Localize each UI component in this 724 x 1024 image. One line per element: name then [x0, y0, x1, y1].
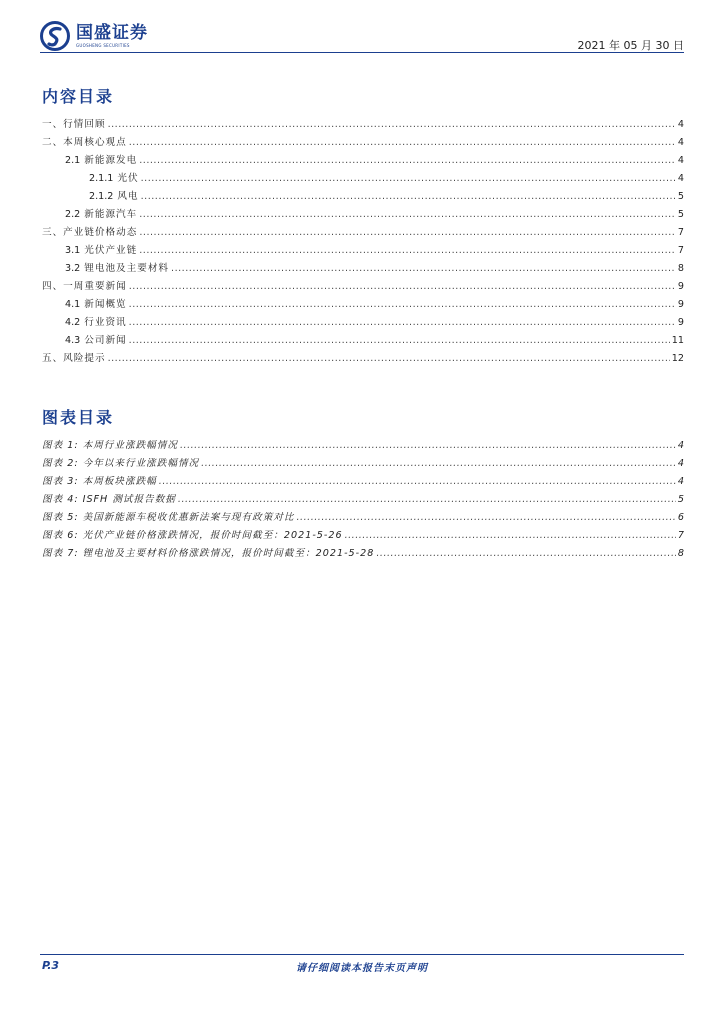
toc-entry-number: 4.2 — [65, 317, 81, 328]
figure-entry[interactable] — [42, 473, 684, 491]
guosheng-logo-icon — [40, 21, 70, 51]
dot-leader — [345, 530, 676, 541]
toc-entry-page: 9 — [677, 317, 684, 328]
figures-title: 图表目录 — [42, 408, 115, 427]
toc-entry-page: 12 — [671, 353, 684, 364]
dot-leader — [129, 335, 670, 346]
disclaimer-note: 请仔细阅读本报告末页声明 — [296, 963, 428, 974]
figure-entry[interactable] — [42, 491, 684, 509]
toc-entry-number: 2.1.1 — [89, 173, 114, 184]
toc-entry-label: 行业资讯 — [84, 317, 127, 328]
toc-entry-page: 5 — [677, 209, 684, 220]
toc-entry-label: 三、产业链价格动态 — [42, 227, 138, 238]
toc-entry-page: 4 — [677, 173, 684, 184]
toc-entry-label: 新能源发电 — [84, 155, 138, 166]
figure-entry-label: 图表 7: 锂电池及主要材料价格涨跌情况，报价时间截至：2021-5-28 — [42, 548, 375, 559]
toc-entry[interactable] — [42, 350, 684, 368]
figure-entry-page: 4 — [677, 476, 684, 487]
toc-entry-page: 7 — [677, 227, 684, 238]
toc-entry-page: 9 — [677, 299, 684, 310]
toc-entry[interactable] — [42, 188, 684, 206]
toc-entry[interactable] — [42, 206, 684, 224]
toc-entry-label: 光伏 — [117, 173, 139, 184]
figure-entry-label: 图表 1: 本周行业涨跌幅情况 — [42, 440, 178, 451]
toc-entry-number: 2.1.2 — [89, 191, 114, 202]
dot-leader — [139, 209, 676, 220]
toc-entry[interactable] — [42, 134, 684, 152]
figure-entry-page: 8 — [677, 548, 684, 559]
figure-entry[interactable] — [42, 509, 684, 527]
brand-logo — [40, 18, 148, 54]
figure-entry[interactable] — [42, 437, 684, 455]
toc-entry-label: 新闻概览 — [84, 299, 127, 310]
toc-entry[interactable] — [42, 278, 684, 296]
toc-entry-page: 8 — [677, 263, 684, 274]
toc-entry[interactable] — [42, 314, 684, 332]
figure-entry-page: 7 — [677, 530, 684, 541]
toc-entry[interactable] — [42, 152, 684, 170]
toc-entry-page: 9 — [677, 281, 684, 292]
toc-entry[interactable] — [42, 224, 684, 242]
toc-entry-label: 一、行情回顾 — [42, 119, 106, 130]
dot-leader — [159, 476, 676, 487]
toc-entry[interactable] — [42, 170, 684, 188]
toc-entry-page: 4 — [677, 155, 684, 166]
dot-leader — [201, 458, 676, 469]
figure-entry[interactable] — [42, 527, 684, 545]
toc-entry-number: 4.3 — [65, 335, 81, 346]
toc-entry[interactable] — [42, 260, 684, 278]
toc-entry-page: 4 — [677, 119, 684, 130]
footer-divider — [40, 954, 684, 955]
dot-leader — [129, 137, 676, 148]
dot-leader — [139, 245, 676, 256]
toc-entry-label: 风电 — [117, 191, 139, 202]
toc-entry-page: 7 — [677, 245, 684, 256]
dot-leader — [108, 353, 670, 364]
figure-entry-label: 图表 5: 美国新能源车税收优惠新法案与现有政策对比 — [42, 512, 295, 523]
contents-title: 内容目录 — [42, 87, 115, 106]
dot-leader — [129, 281, 676, 292]
figures-list — [42, 437, 684, 563]
dot-leader — [297, 512, 676, 523]
toc-entry-label: 二、本周核心观点 — [42, 137, 127, 148]
toc-entry-page: 11 — [671, 335, 684, 346]
dot-leader — [178, 494, 676, 505]
toc-entry-number: 3.2 — [65, 263, 81, 274]
figure-entry-label: 图表 4: ISFH 测试报告数据 — [42, 494, 176, 505]
dot-leader — [129, 299, 676, 310]
dot-leader — [141, 191, 676, 202]
dot-leader — [108, 119, 676, 130]
dot-leader — [171, 263, 676, 274]
header-divider — [40, 52, 684, 53]
toc-entry-label: 四、一周重要新闻 — [42, 281, 127, 292]
toc-entry-number: 3.1 — [65, 245, 81, 256]
brand-name-en: GUOSHENG SECURITIES — [76, 43, 130, 48]
toc-entry[interactable] — [42, 332, 684, 350]
toc-entry[interactable] — [42, 296, 684, 314]
figure-entry-page: 5 — [677, 494, 684, 505]
page-header — [40, 18, 684, 56]
figure-entry-page: 4 — [677, 440, 684, 451]
page-number: P.3 — [42, 959, 60, 972]
toc-entry-label: 五、风险提示 — [42, 353, 106, 364]
figure-entry-page: 4 — [677, 458, 684, 469]
toc-entry-label: 新能源汽车 — [84, 209, 138, 220]
dot-leader — [141, 173, 676, 184]
figure-entry-label: 图表 6: 光伏产业链价格涨跌情况，报价时间截至：2021-5-26 — [42, 530, 343, 541]
toc-entry-number: 2.1 — [65, 155, 81, 166]
dot-leader — [180, 440, 676, 451]
contents-list — [42, 116, 684, 368]
figure-entry[interactable] — [42, 545, 684, 563]
toc-entry-label: 锂电池及主要材料 — [84, 263, 170, 274]
toc-entry[interactable] — [42, 242, 684, 260]
figure-entry-label: 图表 3: 本周板块涨跌幅 — [42, 476, 157, 487]
figure-entry-label: 图表 2: 今年以来行业涨跌幅情况 — [42, 458, 200, 469]
toc-entry-label: 公司新闻 — [84, 335, 127, 346]
toc-entry-label: 光伏产业链 — [84, 245, 138, 256]
dot-leader — [139, 155, 676, 166]
figure-entry-page: 6 — [677, 512, 684, 523]
toc-entry-page: 5 — [677, 191, 684, 202]
report-date: 2021 年 05 月 30 日 — [577, 39, 684, 52]
toc-entry[interactable] — [42, 116, 684, 134]
toc-entry-page: 4 — [677, 137, 684, 148]
figure-entry[interactable] — [42, 455, 684, 473]
toc-entry-number: 2.2 — [65, 209, 81, 220]
dot-leader — [129, 317, 676, 328]
dot-leader — [376, 548, 676, 559]
dot-leader — [139, 227, 676, 238]
toc-entry-number: 4.1 — [65, 299, 81, 310]
brand-name-cn: 国盛证券 — [76, 23, 148, 43]
